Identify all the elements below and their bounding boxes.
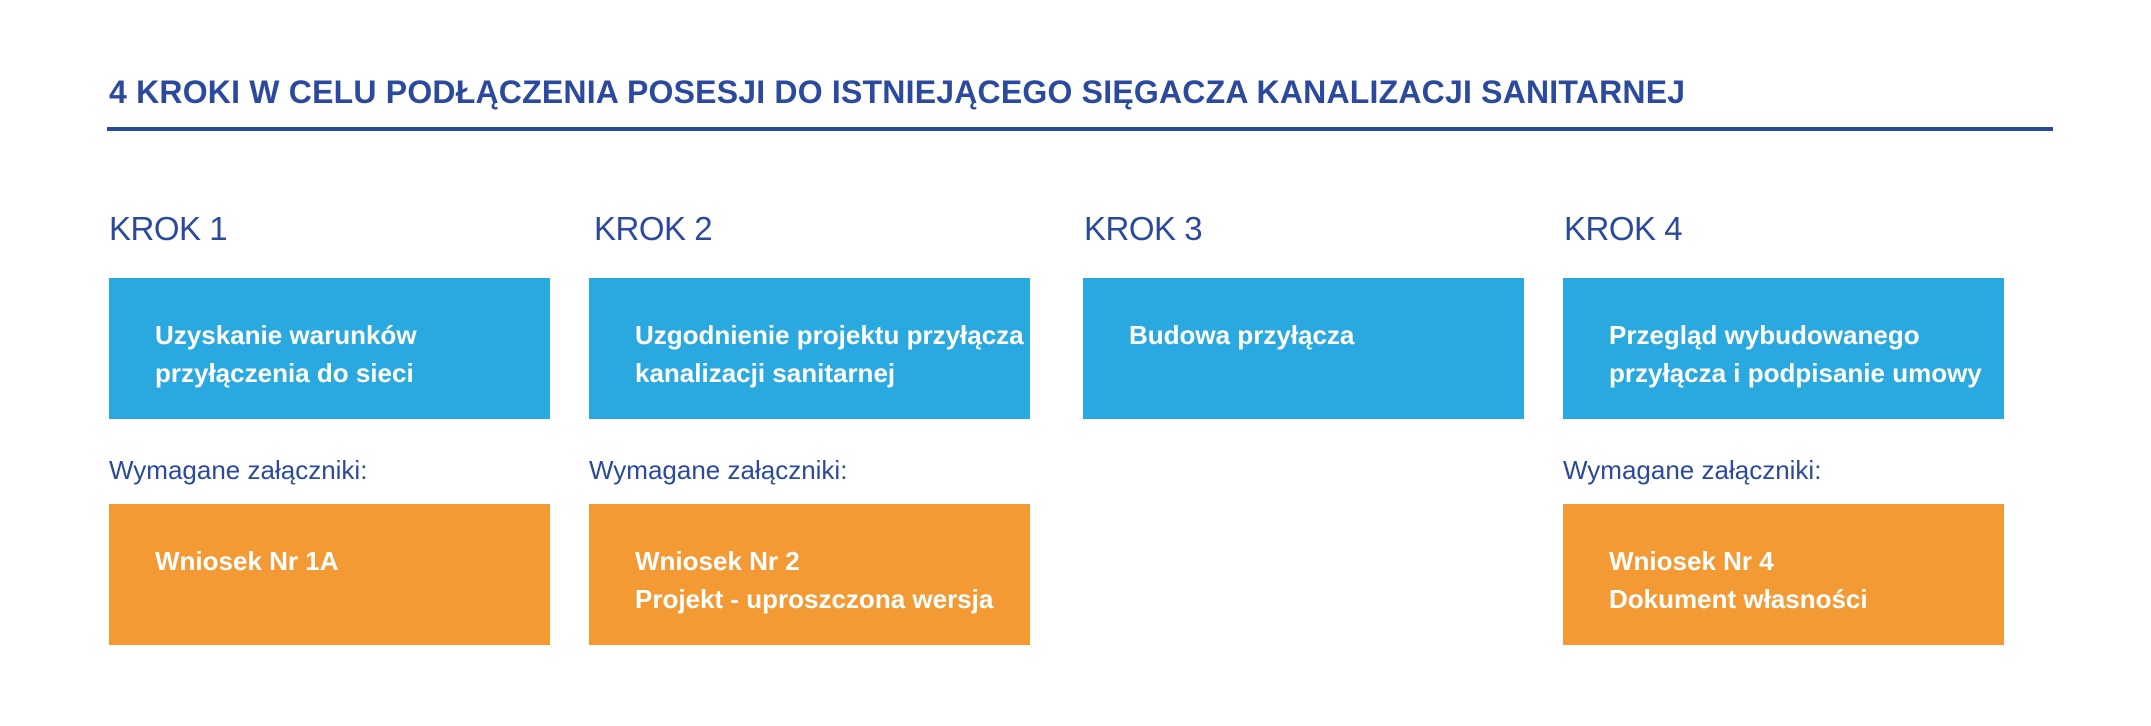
- step-4-action-line-2: przyłącza i podpisanie umowy: [1609, 358, 1982, 388]
- step-4-attachments-box: [1563, 504, 2004, 645]
- step-1-label: KROK 1: [109, 210, 228, 247]
- page-title: 4 KROKI W CELU PODŁĄCZENIA POSESJI DO ISTNIEJĄCEGO SIĘGACZA KANALIZACJI SANITARNEJ: [109, 74, 1686, 110]
- step-3-action-box: [1083, 278, 1524, 419]
- step-2-action-box: [589, 278, 1030, 419]
- step-2-action-line-1: Uzgodnienie projektu przyłącza: [635, 320, 1024, 350]
- step-1-action-line-2: przyłączenia do sieci: [155, 358, 414, 388]
- step-1-attachments-label: Wymagane załączniki:: [109, 455, 368, 485]
- step-4-action-box: [1563, 278, 2004, 419]
- step-4-label: KROK 4: [1564, 210, 1683, 247]
- title-divider: [107, 127, 2053, 131]
- step-2-attachment-line-1: Wniosek Nr 2: [635, 546, 800, 576]
- step-1-attachments-box: [109, 504, 550, 645]
- step-2-attachments-label: Wymagane załączniki:: [589, 455, 848, 485]
- step-2-attachment-line-2: Projekt - uproszczona wersja: [635, 584, 994, 614]
- step-2-attachments-box: [589, 504, 1030, 645]
- step-4-attachment-line-1: Wniosek Nr 4: [1609, 546, 1774, 576]
- step-1-action-box: [109, 278, 550, 419]
- step-4-attachments-label: Wymagane załączniki:: [1563, 455, 1822, 485]
- step-3-action-line-1: Budowa przyłącza: [1129, 320, 1355, 350]
- step-1-attachment-line-1: Wniosek Nr 1A: [155, 546, 339, 576]
- step-3-label: KROK 3: [1084, 210, 1203, 247]
- step-2-label: KROK 2: [594, 210, 713, 247]
- step-4-attachment-line-2: Dokument własności: [1609, 584, 1868, 614]
- step-4-action-line-1: Przegląd wybudowanego: [1609, 320, 1920, 350]
- step-2-action-line-2: kanalizacji sanitarnej: [635, 358, 896, 388]
- step-1-action-line-1: Uzyskanie warunków: [155, 320, 417, 350]
